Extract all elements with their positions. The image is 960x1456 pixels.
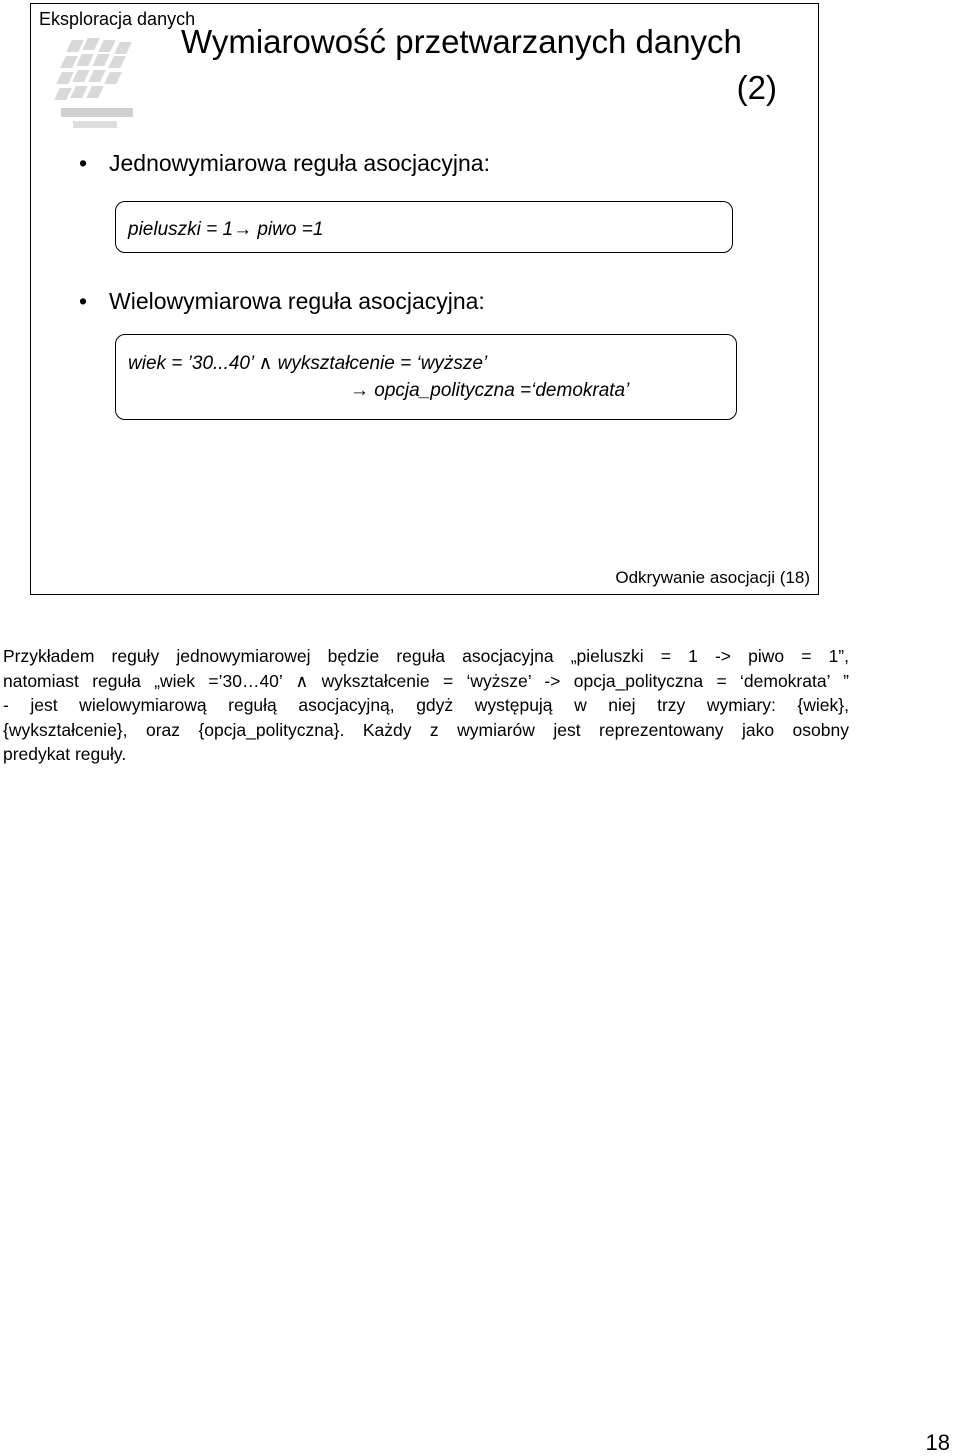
slide-title [181,19,777,111]
paragraph-line: Przykładem reguły jednowymiarowej będzie reguła asocjacyjna „pieluszki = 1 -> piwo = 1”, [3,646,849,666]
course-logo-icon [39,32,151,132]
explanation-paragraph [3,644,849,767]
bullet-multi-dimensional [79,287,485,315]
page-number: 18 [925,1430,950,1455]
slide-title-line1: Wymiarowość przetwarzanych danych [181,23,742,60]
slide-frame [30,3,819,595]
paragraph-line: predykat reguły. [3,744,127,764]
slide-header-label: Eksploracja danych [39,9,196,29]
paragraph-line: {wykształcenie}, oraz {opcja_polityczna}. Każdy z wymiarów jest reprezentowany jako osobny [3,719,849,740]
rule-multi-dimensional-line1: wiek = ’30...40’ ∧ wykształcenie = ‘wyższe’ [128,353,488,374]
paragraph-line: - jest wielowymiarową regułą asocjacyjną, gdyż występują w niej trzy wymiary: {wiek}, [3,695,849,715]
rule-one-dimensional-text: pieluszki = 1→ piwo =1 [128,219,324,240]
slide-footer-caption: Odkrywanie asocjacji (18) [615,568,810,587]
bullet-dot-icon: • [79,150,88,176]
bullet-multi-dimensional-text: Wielowymiarowa reguła asocjacyjna: [109,288,485,314]
rule-box-one-dimensional [115,201,733,253]
bullet-one-dimensional-text: Jednowymiarowa reguła asocjacyjna: [109,150,490,176]
bullet-one-dimensional [79,149,490,177]
bullet-dot-icon: • [79,288,88,314]
rule-box-multi-dimensional [115,334,737,420]
paragraph-line: natomiast reguła „wiek =’30…40’ ∧ wykształcenie = ‘wyższe’ -> opcja_polityczna = ‘demokrata’ ” [3,670,849,691]
slide-title-line2: (2) [736,69,777,106]
rule-multi-dimensional-line2: → opcja_polityczna =‘demokrata’ [350,380,630,401]
